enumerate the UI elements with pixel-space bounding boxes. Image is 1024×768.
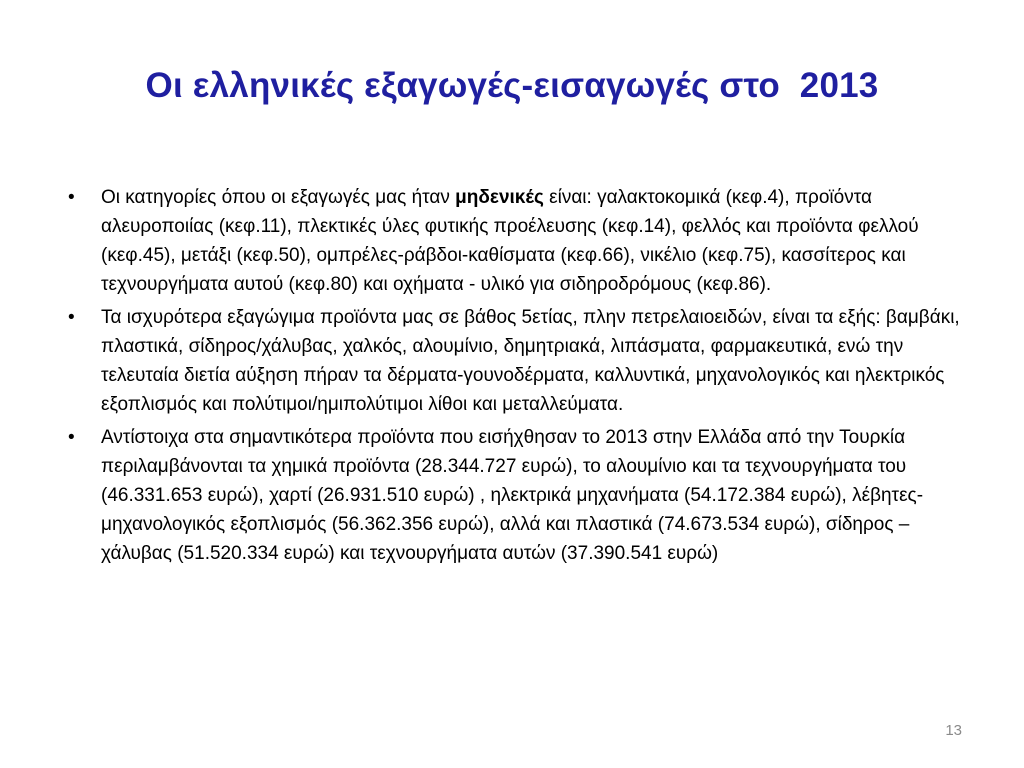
bullet-text [101, 187, 919, 295]
bullet-text-part: Οι κατηγορίες όπου οι εξαγωγές μας ήταν [101, 187, 456, 208]
bullet-item-strongest-exports [68, 303, 968, 419]
bullet-text-bold: μηδενικές [455, 187, 544, 208]
bullet-dot-icon: • [68, 187, 75, 208]
bullet-dot-icon: • [68, 307, 75, 328]
bullet-text: Αντίστοιχα στα σημαντικότερα προϊόντα που εισήχθησαν το 2013 στην Ελλάδα από την Τουρκία περιλαμβάνονται τα χημικά προϊόντα (28.344.727 ευρώ), το αλουμίνιο και τα τεχνουργήματα του (46.331.653 ευρώ), χαρτί (26.931.510 ευρώ) , ηλεκτρικά μηχανήματα (54.172.384 ευρώ), λέβητες-μηχανολογικός εξοπλισμός (56.362.356 ευρώ), αλλά και πλαστικά (74.673.534 ευρώ), σίδηρος – χάλυβας (51.520.334 ευρώ) και τεχνουργήματα αυτών (37.390.541 ευρώ) [101, 427, 924, 564]
bullet-list [68, 183, 968, 572]
slide-title: Οι ελληνικές εξαγωγές-εισαγωγές στο 2013 [145, 66, 879, 105]
page-number: 13 [945, 722, 962, 739]
bullet-item-imports-from-turkey [68, 423, 968, 568]
bullet-dot-icon: • [68, 427, 75, 448]
bullet-item-zero-exports [68, 183, 968, 299]
bullet-text: Τα ισχυρότερα εξαγώγιμα προϊόντα μας σε βάθος 5ετίας, πλην πετρελαιοειδών, είναι τα εξής: βαμβάκι, πλαστικά, σίδηρος/χάλυβας, χαλκός, αλουμίνιο, δημητριακά, λιπάσματα, φαρμακευτικά, ενώ την τελευταία διετία αύξηση πήραν τα δέρματα-γουνοδέρματα, καλλυντικά, μηχανολογικός και ηλεκτρικός εξοπλισμός και πολύτιμοι/ημιπολύτιμοι λίθοι και μεταλλεύματα. [101, 307, 960, 415]
bullet-text-part: είναι: γαλακτοκομικά (κεφ.4), προϊόντα αλευροποιίας (κεφ.11), πλεκτικές ύλες φυτικής προέλευσης (κεφ.14), φελλός και προϊόντα φελλού (κεφ.45), μετάξι (κεφ.50), ομπρέλες-ράβδοι-καθίσματα (κεφ.66), νικέλιο (κεφ.75), κασσίτερος και τεχνουργήματα αυτού (κεφ.80) και οχήματα - υλικό για σιδηροδρόμους (κεφ.86). [101, 187, 919, 295]
